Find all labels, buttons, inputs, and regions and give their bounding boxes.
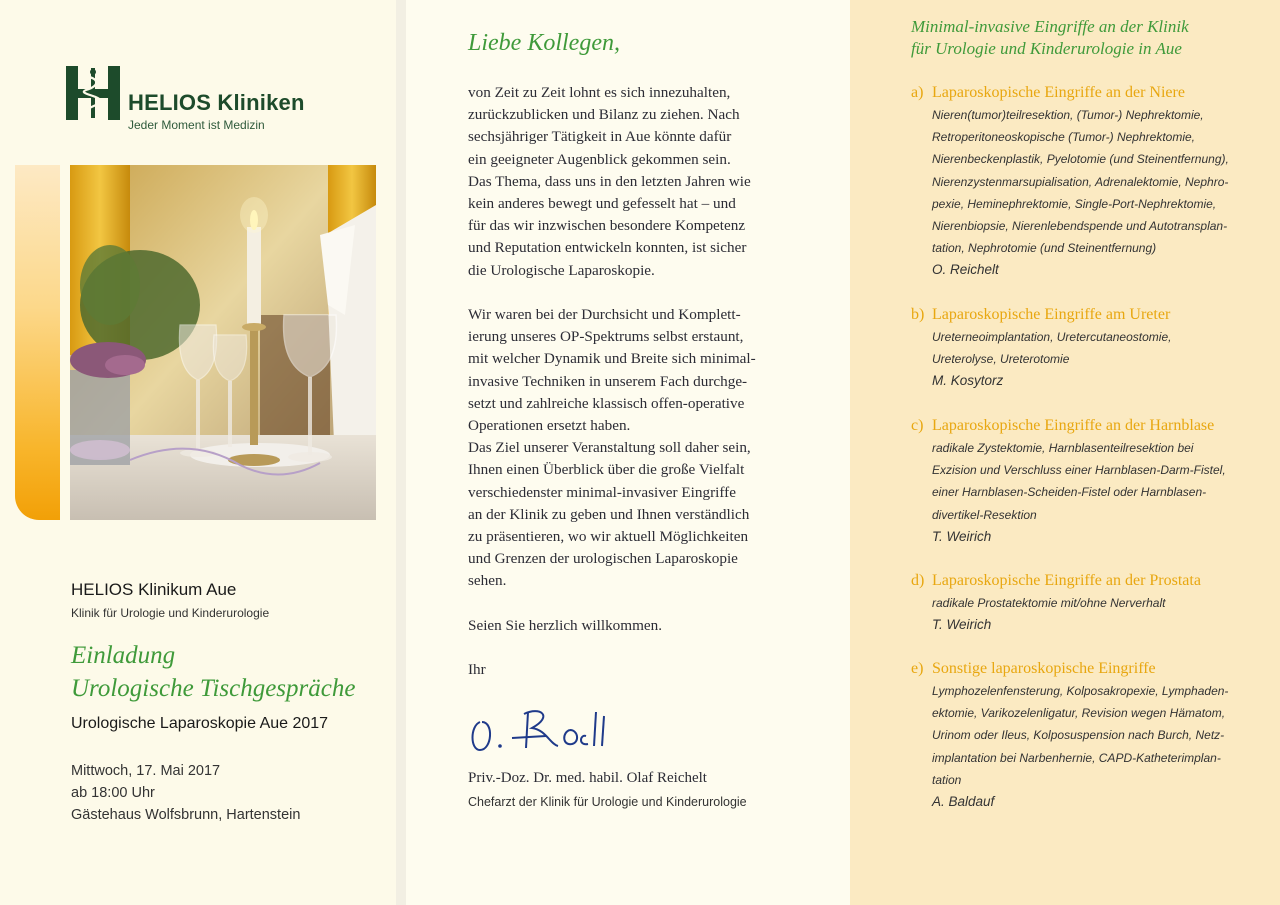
procedure-section-ureter xyxy=(911,304,1171,392)
letter-paragraph xyxy=(468,437,808,592)
description-line: radikale Prostatektomie mit/ohne Nerverhalt xyxy=(932,596,1166,610)
letter-line: an der Klinik zu geben und Ihnen verständlich xyxy=(468,505,750,523)
procedures-panel xyxy=(850,0,1280,905)
event-details xyxy=(71,760,300,826)
letter-line: Das Thema, dass uns in den letzten Jahren wie xyxy=(468,172,751,190)
description-line: Lymphozelenfensterung, Kolposakropexie, Lymphaden- xyxy=(932,684,1229,698)
letter-line: Ihnen einen Überblick über die große Vielfalt xyxy=(468,461,745,479)
description-line: Nierenzystenmarsupialisation, Adrenalektomie, Nephro- xyxy=(932,174,1229,189)
procedures-title xyxy=(911,16,1189,60)
logo-tagline: Jeder Moment ist Medizin xyxy=(128,118,265,132)
description-line: radikale Zystektomie, Harnblasenteilresektion bei xyxy=(932,441,1194,455)
description-line: Retroperitoneoskopische (Tumor-) Nephrektomie, xyxy=(932,130,1195,145)
description-line: implantation bei Narbenhernie, CAPD-Katheterimplan- xyxy=(932,750,1221,765)
letter-line: und Grenzen der urologischen Laparoskopie xyxy=(468,550,738,568)
section-author: T. Weirich xyxy=(932,617,992,633)
section-heading: Laparoskopische Eingriffe an der Prostata xyxy=(932,572,1201,589)
logo-name: HELIOS Kliniken xyxy=(128,90,305,115)
letter-line: und Reputation entwickeln konnten, ist sicher xyxy=(468,239,747,257)
panel-fold xyxy=(396,0,406,905)
letter-line: ierung unseres OP-Spektrums selbst erstaunt, xyxy=(468,328,744,346)
procedures-title-line: Minimal-invasive Eingriffe an der Klinik xyxy=(911,17,1189,36)
description-line: tation, Nephrotomie (und Steinentfernung) xyxy=(932,241,1157,256)
signer-role: Chefarzt der Klinik für Urologie und Kinderurologie xyxy=(468,795,747,809)
event-date: Mittwoch, 17. Mai 2017 xyxy=(71,763,221,779)
procedures-title-line: für Urologie und Kinderurologie in Aue xyxy=(911,39,1182,58)
letter-line: für das wir inzwischen besondere Kompetenz xyxy=(468,217,746,235)
letter-line: zurückzublicken und Bilanz zu ziehen. Nach xyxy=(468,106,740,124)
letter-panel xyxy=(406,0,850,905)
description-line: Nierenbiopsie, Nierenlebendspende und Autotransplan- xyxy=(932,219,1228,234)
letter-line: setzt und zahlreiche klassisch offen-operative xyxy=(468,394,745,412)
section-description xyxy=(932,592,1201,614)
procedure-section-other xyxy=(911,658,1228,813)
letter-closing: Ihr xyxy=(468,661,486,679)
helios-caduceus-icon xyxy=(64,64,124,122)
section-heading: Laparoskopische Eingriffe am Ureter xyxy=(932,306,1171,323)
section-author: A. Baldauf xyxy=(932,794,995,810)
orange-accent-bar xyxy=(15,165,60,520)
letter-line: Das Ziel unserer Veranstaltung soll daher sein, xyxy=(468,439,751,457)
description-line: Urinom oder Ileus, Kolposuspension nach Burch, Netz- xyxy=(932,728,1225,743)
description-line: ektomie, Varikozelenligatur, Revision wegen Hämatom, xyxy=(932,706,1226,721)
section-letter: a) xyxy=(911,84,924,101)
letter-paragraph xyxy=(468,304,808,437)
letter-line: kein anderes bewegt und gefesselt hat – und xyxy=(468,195,736,213)
procedure-section-prostate xyxy=(911,570,1201,636)
letter-line: sehen. xyxy=(468,572,507,590)
letter-line: mit welcher Dynamik und Breite sich minimal- xyxy=(468,350,756,368)
letter-paragraph xyxy=(468,82,808,282)
letter-line: Wir waren bei der Durchsicht und Komplett- xyxy=(468,306,741,324)
description-line: Exzision und Verschluss einer Harnblasen-Darm-Fistel, xyxy=(932,463,1226,478)
event-subtitle: Urologische Laparoskopie Aue 2017 xyxy=(71,715,329,732)
section-letter: c) xyxy=(911,417,924,434)
letter-welcome: Seien Sie herzlich willkommen. xyxy=(468,616,663,634)
cover-panel xyxy=(0,0,396,905)
signer-name: Priv.-Doz. Dr. med. habil. Olaf Reichelt xyxy=(468,770,707,786)
section-description xyxy=(932,437,1226,526)
section-heading: Sonstige laparoskopische Eingriffe xyxy=(932,660,1156,677)
letter-line: von Zeit zu Zeit lohnt es sich innezuhalten, xyxy=(468,84,731,101)
description-line: Ureterolyse, Ureterotomie xyxy=(932,352,1070,367)
table-setting-photo xyxy=(70,165,376,520)
helios-logo xyxy=(64,64,324,136)
department-name: Klinik für Urologie und Kinderurologie xyxy=(71,606,270,620)
section-description xyxy=(932,104,1229,259)
event-title: Urologische Tischgespräche xyxy=(71,675,356,702)
event-time: ab 18:00 Uhr xyxy=(71,785,155,801)
letter-body xyxy=(468,82,808,704)
letter-line: zu präsentieren, wo wir aktuell Möglichkeiten xyxy=(468,528,749,546)
letter-line: invasive Techniken in unserem Fach durchge- xyxy=(468,372,748,390)
section-description xyxy=(932,680,1228,791)
letter-line: Operationen ersetzt haben. xyxy=(468,417,631,435)
handwritten-signature xyxy=(466,700,636,761)
letter-greeting: Liebe Kollegen, xyxy=(468,30,620,56)
section-description xyxy=(932,326,1171,370)
section-heading: Laparoskopische Eingriffe an der Niere xyxy=(932,84,1185,101)
letter-line: verschiedenster minimal-invasiver Eingriffe xyxy=(468,483,736,501)
description-line: Nieren(tumor)teilresektion, (Tumor-) Nephrektomie, xyxy=(932,108,1204,122)
hospital-name: HELIOS Klinikum Aue xyxy=(71,580,237,599)
letter-line: sechsjähriger Tätigkeit in Aue könnte dafür xyxy=(468,128,732,146)
description-line: pexie, Heminephrektomie, Single-Port-Nephrektomie, xyxy=(932,196,1217,211)
section-heading: Laparoskopische Eingriffe an der Harnblase xyxy=(932,417,1215,434)
section-letter: b) xyxy=(911,306,925,323)
procedure-section-bladder xyxy=(911,415,1226,548)
invitation-title: Einladung xyxy=(71,642,176,669)
description-line: divertikel-Resektion xyxy=(932,507,1037,522)
section-letter: d) xyxy=(911,572,925,589)
section-letter: e) xyxy=(911,660,924,677)
letter-line: die Urologische Laparoskopie. xyxy=(468,261,655,279)
letter-line: ein geeigneter Augenblick gekommen sein. xyxy=(468,150,731,168)
procedure-section-kidney xyxy=(911,82,1229,281)
section-author: O. Reichelt xyxy=(932,262,999,278)
section-author: M. Kosytorz xyxy=(932,373,1004,389)
description-line: einer Harnblasen-Scheiden-Fistel oder Harnblasen- xyxy=(932,485,1207,500)
description-line: Nierenbeckenplastik, Pyelotomie (und Steinentfernung), xyxy=(932,152,1229,167)
section-author: T. Weirich xyxy=(932,528,992,544)
description-line: Ureterneoimplantation, Uretercutaneostomie, xyxy=(932,330,1172,344)
event-venue: Gästehaus Wolfsbrunn, Hartenstein xyxy=(71,807,301,823)
description-line: tation xyxy=(932,772,962,787)
